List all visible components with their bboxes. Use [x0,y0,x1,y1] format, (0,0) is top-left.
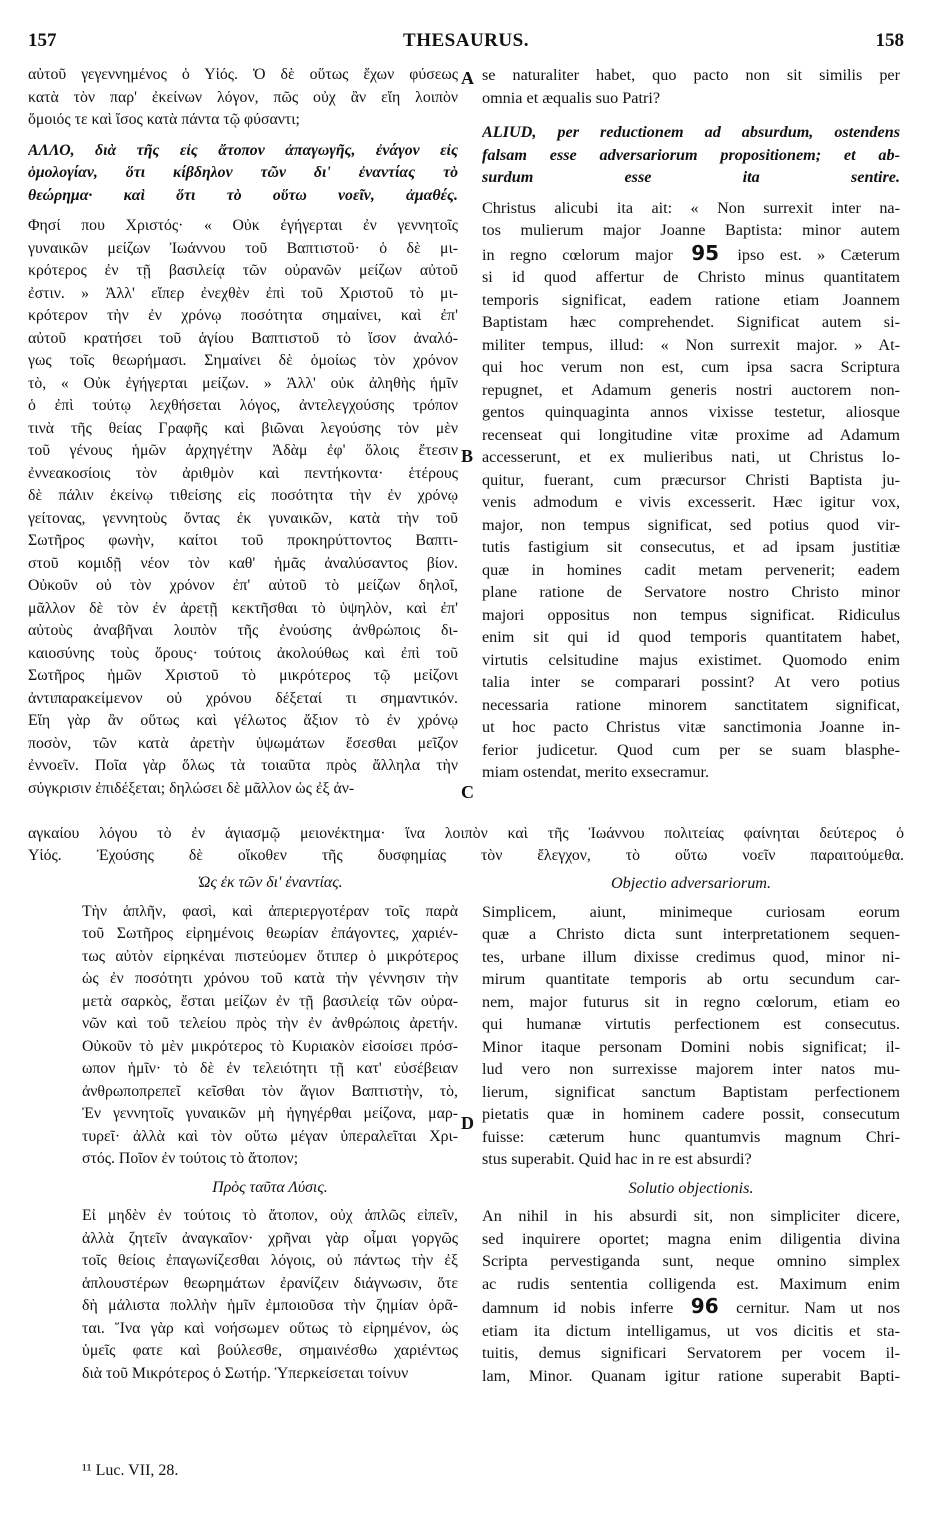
latin-line: ac rudis sententia colligenda est. Maximum enim [482,1274,900,1293]
latin-line: Simplicem, aiunt, minimeque curiosam eorum [482,902,900,921]
latin-line: mirum quantitate temporis ab ortu secundum car- [482,970,900,988]
greek-line: δὴ μάλιστα πολλὴν ἡμῖν ἐμποιοῦσα τὴν ζημίαν ὁρᾶ- [82,1297,458,1314]
greek-line: ἐννοεῖν. Ποῖα γὰρ ὅλως τὰ τοιαῦτα πρὸς ἄλληλα τὴν [28,757,458,774]
text-line-with-page-marker [482,1295,900,1320]
greek-section-heading: Ὡς ἐκ τῶν δι' ἐναντίας. [197,874,343,891]
greek-line: ἐννεακοσίοις τὸν ἀριθμὸν καὶ πεντήκοντα· ἑτέρους [28,464,458,482]
greek-line: τινὰ τῆς θείας Γραφῆς καὶ βιῶναι λεγούσης τὸν μὲν [28,419,458,437]
greek-line: τοῖς θείοις ἐπαγωνίζεσθαι λόγοις, οὐ πάντως τὴν ἐξ [82,1252,458,1269]
greek-line: στός. Ποῖον ἐν τούτοις τὸ ἄτοπον; [82,1150,299,1167]
greek-line: ὅμοιός τε καὶ ἴσος κατὰ πάντα τῷ φύσαντι; [28,111,300,128]
greek-line: ἀλλὰ ζητεῖν ἀναγκαῖον· χρῆναι γὰρ οἶμαι γοργῶς [82,1229,458,1247]
latin-line: accesserunt, et ex mulieribus nati, ut Christus lo- [482,448,900,466]
greek-line: Σωτῆρος φωνὴν, καίτοι τοῦ προκηρύττοντος Βαπτι- [28,532,458,549]
latin-line: tes, urbane illum dixisse credimus quod, minor ni- [482,947,900,966]
latin-line: ferior judicetur. Quod cum per se suam blasphe- [482,740,900,759]
greek-line: Εἰ μηδὲν ἐν τούτοις τὸ ἄτοπον, οὐχ ἁπλῶς εἰπεῖν, [82,1207,458,1224]
greek-line: τυρεῖ· ἀλλὰ καὶ τὸν οὕτω μέγαν ὑπεραλεῖται Χρι- [82,1127,458,1145]
greek-line: τὸ, « Οὐκ ἐγήγερται μείζων. » Ἀλλ' οὐκ ἀληθὴς ἡμῖν [28,374,458,392]
latin-heading-line: ALIUD, per reductionem ad absurdum, ostendens [482,123,900,141]
latin-section-heading: Solutio objectionis. [628,1178,754,1197]
latin-line: temporis significat, eadem ratione etiam Joannem [482,290,900,309]
margin-letter-d: D [461,1113,474,1133]
latin-line: necessaria ratione minorem sanctitatem significat, [482,695,900,714]
running-header [28,30,904,58]
greek-line: δὲ πάλιν ἐκείνῳ τιθείσης εἰς ποσότητα τὴν ἐν χρόνῳ [28,487,458,504]
latin-line: lierum, significat sanctum Baptistam perfectionem [482,1082,900,1101]
running-title: THESAURUS. [403,30,529,51]
full-width-line: αγκαίου λόγου τὸ ἐν ἁγιασμῷ μειονέκτημα· ἵνα λοιπὸν καὶ τῆς Ἰωάννου πολιτείας φαίνηται δεύτερος ὁ [28,825,904,842]
latin-line: lud vero non surrexisse majorem inter natos mu- [482,1060,900,1078]
latin-line: tuitis, demus significari Servatorem per vocem il- [482,1344,900,1362]
edition-page-marker: 96 [673,1295,737,1318]
latin-line: qui humanæ virtutis perfectionem est consecutus. [482,1015,900,1033]
greek-line: τοῦ γένους ἡμῶν ἀρχηγέτην Ἀδὰμ ἐφ' ὅλοις ἔτεσιν [28,442,458,459]
greek-line: γυναικῶν μείζων Ἰωάννου τοῦ Βαπτιστοῦ· ὁ δὲ μι- [28,239,458,257]
latin-line: pietatis quæ in hominem cadere possit, consecutum [482,1105,900,1123]
greek-line: ὡς ἐν ποσότητι χρόνου τοῦ κατὰ τὴν γέννησιν τὴν [82,970,458,987]
greek-line: μετὰ σαρκὸς, ἔσται μείζων ἐν τῇ βασιλείᾳ τῶν οὐρα- [82,992,458,1010]
latin-line: stus superabit. Quid hac in re est absurdi? [482,1150,752,1168]
greek-line: Ἐν γεννητοῖς γυναικῶν μὴ ἠγηγέρθαι μείζονα, μαρ- [82,1105,458,1122]
latin-line: etiam ita dictum intelligamus, ut vos dicitis et sta- [482,1321,900,1340]
latin-heading-line: surdum esse ita sentire. [482,168,900,186]
greek-line: ἀντιπαρακείμενον οὐ χρόνου δέξεταί τι σημαντικόν. [28,689,458,707]
latin-line: majori oppositus non tempus significat. Ridiculus [482,605,900,624]
latin-line: se naturaliter habet, quo pacto non sit similis per [482,66,900,84]
latin-line: virtutis celsitudine majus existimet. Quomodo enim [482,650,900,669]
greek-line: Εἴη γὰρ ἂν οὕτως καὶ γέλωτος ἄξιον τὸ ἐν χρόνῳ [28,712,458,729]
latin-heading-line: falsam esse adversariorum propositionem; et ab- [482,145,900,164]
latin-line: Christus alicubi ita ait: « Non surrexit inter na- [482,198,900,217]
latin-line: militer tempus, illud: « Non surrexit major. » At- [482,335,900,354]
latin-line: major, non tempus significat, sed potius quod vir- [482,515,900,534]
latin-line: tos mulierum major Joanne Baptista: minor autem [482,221,900,239]
greek-line: τως αὐτὸν εἰρηκέναι πιστεύομεν ὅτιπερ ὁ μικρότερος [82,947,458,965]
latin-line: quitur, fuerant, cum præcursor Christi Baptista ju- [482,470,900,489]
greek-line: Τὴν ἁπλῆν, φασὶ, καὶ ἀπεριεργοτέραν τοῖς παρὰ [82,902,458,920]
latin-line: quæ in homines cadit metam pervenerit; eadem [482,560,900,579]
greek-line: ὑμεῖς φατε καὶ βούλεσθε, σημαινέσθω χαριέντως [82,1342,458,1359]
greek-heading-line: ΑΛΛΟ, διὰ τῆς εἰς ἄτοπον ἀπαγωγῆς, ἐνάγον εἰς [28,141,458,159]
latin-line: gentos quinquaginta annos vixisse testetur, aliosque [482,403,900,421]
greek-heading-line: θεώρημα· καὶ ὅτι τὸ οὕτω νοεῖν, ἀμαθές. [28,186,458,204]
text-segment: ipso est. » Cæterum [737,245,900,264]
page-number-right: 158 [875,30,904,51]
latin-section-heading: Objectio adversariorum. [610,874,772,892]
greek-line: ποσὸν, τῶν κατὰ ἀρετὴν ὑψωμάτων ἔσεσθαι μεῖζον [28,734,458,752]
latin-line: An nihil in his absurdi sit, non simpliciter dicere, [482,1207,900,1225]
greek-line: αὐτοὺς ἀναβῆναι λοιπὸν τῆς ἐνούσης ἀνθρώποις δι- [28,622,458,639]
greek-line: γείτονας, γεννητοὺς ὄντας ἐκ γυναικῶν, κατὰ τὴν τοῦ [28,509,458,527]
latin-line: tutis fastigium sit consecutus, et ad ipsam justitiæ [482,538,900,556]
margin-letter-b: B [461,446,474,466]
text-segment: damnum id nobis inferre [482,1299,674,1317]
greek-line: αὐτοῦ γεγεννημένος ὁ Υἱός. Ὁ δὲ οὕτως ἔχων φύσεως [28,66,458,83]
greek-line: νῶν καὶ τοῦ τελείου πρὸς τὴν ἐν ἀνθρώποις ἀρετήν. [82,1015,458,1032]
greek-line: Οὐκοῦν τὸ μὲν μικρότερος τὸ Κυριακὸν εἰσοίσει πρόσ- [82,1037,458,1055]
greek-line: σύγκρισιν ἐπιδέξεται; δηλώσει δὲ μᾶλλον ὡς ἐξ ἀν- [28,779,355,797]
greek-line: Φησί που Χριστός· « Οὐκ ἐγήγερται ἐν γεννητοῖς [28,217,458,234]
greek-line: κατὰ τὸν παρ' ἐκείνων λόγον, πῶς οὐχ ἂν εἴη λοιπὸν [28,88,458,106]
greek-line: καιοσύνης τοὺς ὅρους· τούτοις ἀκολούθως καὶ ἐπὶ τοῦ [28,644,458,662]
latin-body-paragraph [482,197,900,784]
greek-line: κρότερος ἐν τῇ βασιλείᾳ τῶν οὐρανῶν μείζων αὐτοῦ [28,262,458,279]
greek-line: ωπον ἡμῖν· τὸ δὲ ἐν τελειότητι τῇ κατ' εὐσέβειαν [82,1060,458,1077]
greek-line: τοῦ Σωτῆρος εἰρημένοις θεωρίαν ἐπάγοντες, χαριέν- [82,925,458,942]
greek-section-heading: Πρὸς ταῦτα Λύσις. [212,1178,328,1196]
full-width-line: Υἱός. Ἐχούσης δὲ οἴκοθεν τῆς δυσφημίας τὸν ἔλεγχον, τὸ οὕτω νοεῖν παραιτούμεθα. [28,847,904,864]
latin-line: quæ a Christo dicta sunt interpretationem sequen- [482,925,900,943]
greek-line: ὁ ἐπὶ τούτῳ λεχθήσεται λόγος, ἀντελεγχούσης τρόπον [28,397,458,414]
latin-line: plane ratione de Servatore nostro Christo minor [482,583,900,601]
greek-line: ἐστιν. » Ἀλλ' εἴπερ ἐνεχθὲν ἐπὶ τοῦ Χριστοῦ τὸ μι- [28,284,458,302]
greek-line: αὐτοῦ κρατήσει τοῦ ἁγίου Βαπτιστοῦ τὸ ἴσον ἀναλό- [28,329,458,347]
latin-line: Minor itaque personam Domini nobis significat; il- [482,1037,900,1056]
text-segment: cernitur. Nam ut nos [736,1299,900,1317]
greek-column-upper [28,64,458,800]
margin-letter-a: A [461,68,474,88]
text-segment: in regno cœlorum major [482,245,673,264]
greek-line: κρότερον τὴν ἐν χρόνῳ ποσότητα σημαίνει, καὶ ἐπ' [28,307,458,324]
latin-line: Baptistam hæc comprehendet. Significat autem si- [482,313,900,331]
latin-column-upper [482,64,900,784]
page-number-left: 157 [28,30,57,51]
latin-line: si id quod affertur de Christo minus quantitatem [482,268,900,286]
latin-line: nem, major futurus sit in regno cœlorum, etiam eo [482,992,900,1011]
greek-line: γως τοῖς θεωρήμασι. Σημαίνει δὲ ὁμοίως τὸν χρόνον [28,352,458,369]
greek-line: Οὐκοῦν οὐ τὸν χρόνον ἐπ' αὐτοῦ τὸ μείζων δηλοῖ, [28,577,458,594]
latin-line: omnia et æqualis suo Patri? [482,88,661,107]
greek-line: διὰ τοῦ Μικρότερος ὁ Σωτήρ. Ὑπερκείσεται τοίνυν [82,1364,409,1382]
footnote: ¹¹ Luc. VII, 28. [82,1462,179,1479]
edition-page-marker: 95 [672,241,738,265]
latin-line: enim sit qui id quod temporis quantitatem habet, [482,628,900,646]
latin-line: miam ostendat, merito exsecramur. [482,763,710,781]
latin-line: venis admodum e vivis excesserit. Hæc igitur vox, [482,493,900,511]
latin-line: talia inter se comparari possint? At vero potius [482,673,900,691]
text-line-with-page-marker [482,242,900,267]
greek-line: ται. Ἵνα γὰρ καὶ νοήσωμεν οὕτως τὸ εἰρημένον, ὡς [82,1319,458,1337]
latin-line: Scripta pervestiganda sunt, neque omnino simplex [482,1252,900,1270]
latin-line: sed inquirere oportet; magna enim diligentia divina [482,1229,900,1248]
greek-line: ἁπλουστέρων θεωρημάτων ἐρανίζειν διάγνωσιν, ὅτε [82,1274,458,1292]
latin-column-lower [482,872,900,1387]
margin-letter-c: C [461,782,474,802]
greek-line: ἀνθρωποπρεπεῖ κεῖσθαι τὸν ἅγιον Βαπτιστὴν, τὸ, [82,1082,458,1100]
greek-line: στοῦ κομιδῇ νέον τὸν καθ' ἡμᾶς ἀναλύσαντος βίον. [28,554,458,572]
greek-column-lower [82,872,458,1385]
full-width-text [28,823,904,867]
greek-line: Σωτῆρος ἡμῶν Χριστοῦ τὸ μικρότερος τῷ μείζονι [28,667,458,684]
latin-line: qui hoc verum non est, cum ipsa sacra Scriptura [482,358,900,376]
latin-line: fuisse: cæterum hunc quantumvis magnum Chri- [482,1127,900,1146]
greek-heading-line: ὁμολογίαν, ὅτι κίβδηλον τῶν δι' ἐναντίας τὸ [28,164,458,181]
latin-body-paragraph [482,1205,900,1387]
latin-line: recenseat qui longitudine vitæ proxime ad Adamum [482,425,900,444]
latin-line: repugnet, et Adamum generis nostri auctorem non- [482,380,900,399]
latin-line: ut hoc pacto Christus vitæ sanctimonia Joanne in- [482,718,900,736]
latin-line: lam, Minor. Quanam igitur ratione superabit Bapti- [482,1366,900,1385]
greek-line: μᾶλλον δὲ τὸν ἐν ἀρετῇ κεκτῆσθαι τὸ ὑψηλὸν, καὶ ἐπ' [28,599,458,617]
